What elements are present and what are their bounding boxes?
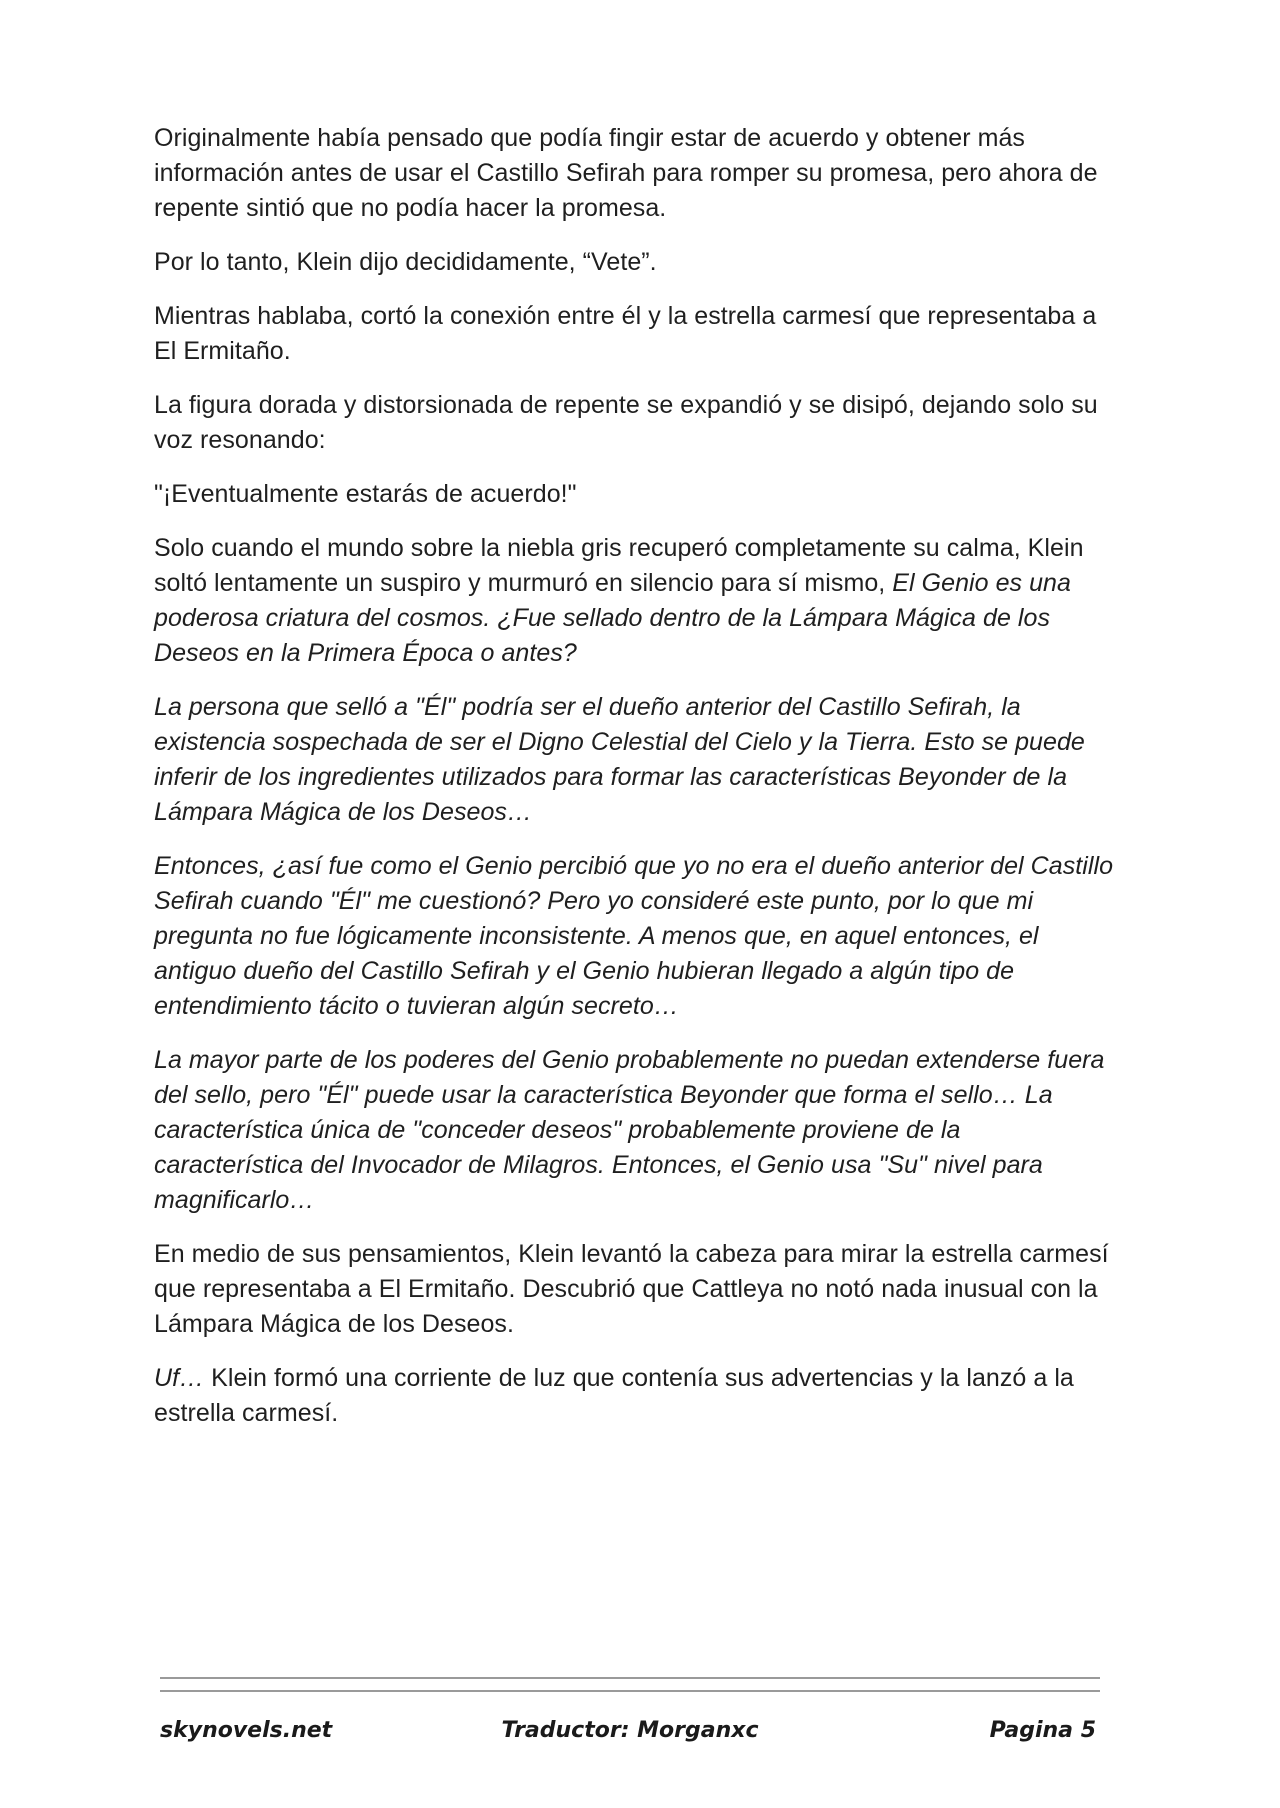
- paragraph-text: La figura dorada y distorsionada de repente se expandió y se disipó, dejando solo su voz resonando:: [154, 391, 1098, 454]
- paragraph-9: [154, 1043, 1114, 1218]
- paragraph-3: [154, 299, 1114, 369]
- paragraph-text: Solo cuando el mundo sobre la niebla gris recuperó completamente su calma, Klein soltó lentamente un suspiro y murmuró en silencio para sí mismo,: [154, 534, 1084, 597]
- footer-divider-bottom: [160, 1690, 1100, 1692]
- page-footer: [160, 1718, 1100, 1752]
- paragraph-2: [154, 245, 1114, 280]
- paragraph-text: "¡Eventualmente estarás de acuerdo!": [154, 480, 577, 508]
- paragraph-text: Originalmente había pensado que podía fingir estar de acuerdo y obtener más información antes de usar el Castillo Sefirah para romper su promesa, pero ahora de repente sintió que no podía hacer la promesa.: [154, 124, 1098, 222]
- paragraph-7: [154, 690, 1114, 830]
- footer-page-number: Pagina 5: [989, 1718, 1096, 1743]
- paragraph-4: [154, 388, 1114, 458]
- paragraph-5: [154, 477, 1114, 512]
- paragraph-1: [154, 121, 1114, 226]
- paragraph-text: Mientras hablaba, cortó la conexión entre él y la estrella carmesí que representaba a El Ermitaño.: [154, 302, 1097, 365]
- footer-translator: Traductor: Morganxc: [501, 1718, 759, 1743]
- document-body: [154, 121, 1114, 1450]
- footer-site: skynovels.net: [160, 1718, 333, 1743]
- paragraph-text: Klein formó una corriente de luz que contenía sus advertencias y la lanzó a la estrella carmesí.: [154, 1364, 1074, 1427]
- paragraph-11: [154, 1361, 1114, 1431]
- paragraph-10: [154, 1237, 1114, 1342]
- paragraph-italic-text: Uf…: [154, 1364, 205, 1392]
- paragraph-italic-text: El Genio es una poderosa criatura del cosmos. ¿Fue sellado dentro de la Lámpara Mágica de los Deseos en la Primera Época o antes?: [154, 569, 1071, 667]
- paragraph-text: En medio de sus pensamientos, Klein levantó la cabeza para mirar la estrella carmesí que representaba a El Ermitaño. Descubrió que Cattleya no notó nada inusual con la Lámpara Mágica de los Deseos.: [154, 1240, 1109, 1338]
- paragraph-8: [154, 849, 1114, 1024]
- paragraph-6: [154, 531, 1114, 671]
- paragraph-italic-text: Entonces, ¿así fue como el Genio percibió que yo no era el dueño anterior del Castillo Sefirah cuando "Él" me cuestionó? Pero yo consideré este punto, por lo que mi pregunta no fue lógicamente inconsistente. A menos que, en aquel entonces, el antiguo dueño del Castillo Sefirah y el Genio hubieran llegado a algún tipo de entendimiento tácito o tuvieran algún secreto…: [154, 852, 1114, 1020]
- paragraph-italic-text: La mayor parte de los poderes del Genio probablemente no puedan extenderse fuera del sello, pero "Él" puede usar la característica Beyonder que forma el sello… La característica única de "conceder deseos" probablemente proviene de la característica del Invocador de Milagros. Entonces, el Genio usa "Su" nivel para magnificarlo…: [154, 1046, 1105, 1214]
- paragraph-italic-text: La persona que selló a "Él" podría ser el dueño anterior del Castillo Sefirah, la existencia sospechada de ser el Digno Celestial del Cielo y la Tierra. Esto se puede inferir de los ingredientes utilizados para formar las características Beyonder de la Lámpara Mágica de los Deseos…: [154, 693, 1085, 826]
- paragraph-text: Por lo tanto, Klein dijo decididamente, “Vete”.: [154, 248, 657, 276]
- footer-divider-top: [160, 1677, 1100, 1679]
